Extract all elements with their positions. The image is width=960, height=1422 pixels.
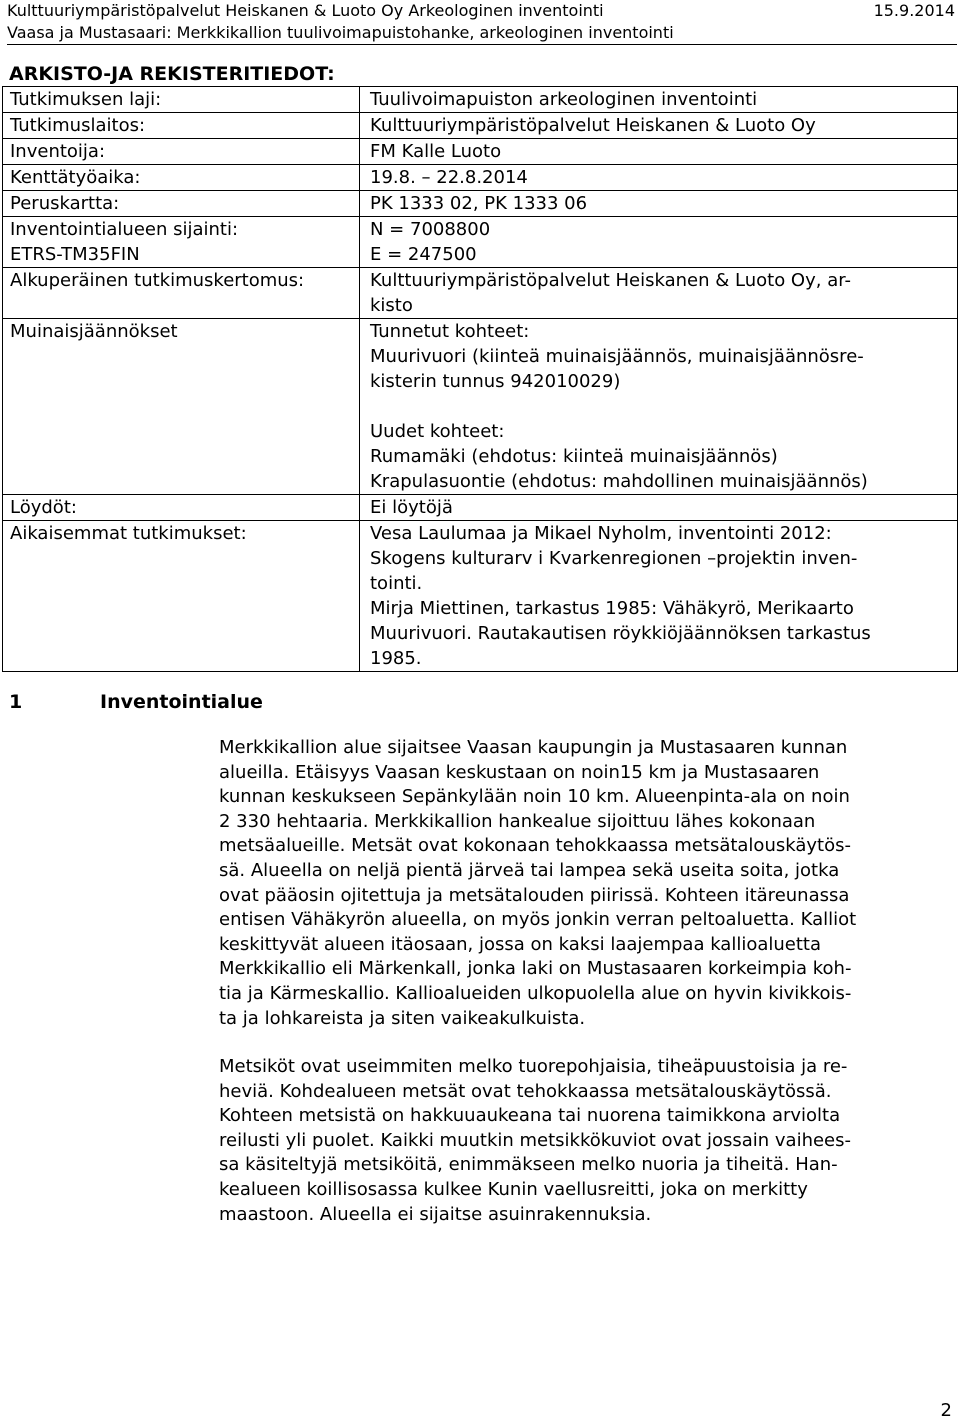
metadata-value-line: 1985. [370, 648, 422, 669]
paragraph-line: reilusti yli puolet. Kaikki muutkin metsikkökuviot ovat jossain vaihees- [219, 1129, 852, 1151]
metadata-label: Peruskartta: [3, 191, 360, 217]
header-project-line: Vaasa ja Mustasaari: Merkkikallion tuulivoimapuistohanke, arkeologinen inventointi [7, 23, 674, 42]
metadata-row [3, 217, 958, 268]
metadata-label: Tutkimuslaitos: [3, 113, 360, 139]
section-title: Inventointialue [100, 691, 263, 713]
paragraph-line: kealueen koillisosassa kulkee Kunin vaellusreitti, joka on merkitty [219, 1178, 808, 1200]
metadata-row [3, 139, 958, 165]
metadata-value-line: Vesa Laulumaa ja Mikael Nyholm, inventointi 2012: [370, 523, 832, 544]
paragraph-line: ta ja lohkareista ja siten vaikeakulkuista. [219, 1007, 586, 1029]
metadata-row [3, 495, 958, 521]
metadata-value-line: Muurivuori (kiinteä muinaisjäännös, muinaisjäännösre- [370, 346, 864, 367]
section-heading [9, 689, 263, 715]
metadata-label-line: ETRS-TM35FIN [10, 244, 140, 265]
paragraph-area-description [219, 736, 941, 1031]
metadata-value-line: Mirja Miettinen, tarkastus 1985: Vähäkyrö, Merikaarto [370, 598, 854, 619]
metadata-row [3, 268, 958, 319]
metadata-value-line: Uudet kohteet: [370, 421, 505, 442]
page-number: 2 [940, 1400, 952, 1421]
metadata-value-line: tointi. [370, 573, 423, 594]
paragraph-line: tia ja Kärmeskallio. Kallioalueiden ulkopuolella alue on hyvin kivikkois- [219, 982, 852, 1004]
metadata-value-line: Ei löytöjä [370, 497, 453, 518]
metadata-label: Tutkimuksen laji: [3, 87, 360, 113]
metadata-value [360, 495, 958, 521]
metadata-value [360, 268, 958, 319]
metadata-value-line: Kulttuuriympäristöpalvelut Heiskanen & Luoto Oy, ar- [370, 270, 851, 291]
metadata-label: Muinaisjäännökset [3, 319, 360, 495]
paragraph-line: 2 330 hehtaaria. Merkkikallion hankealue sijoittuu lähes kokonaan [219, 810, 816, 832]
metadata-value-line: FM Kalle Luoto [370, 141, 502, 162]
paragraph-line: alueilla. Etäisyys Vaasan keskustaan on noin15 km ja Mustasaaren [219, 761, 820, 783]
metadata-row [3, 521, 958, 672]
metadata-value-line [370, 394, 953, 419]
metadata-value [360, 139, 958, 165]
metadata-value [360, 87, 958, 113]
header-date: 15.9.2014 [873, 1, 955, 20]
metadata-label: Aikaisemmat tutkimukset: [3, 521, 360, 672]
metadata-value-line: Muurivuori. Rautakautisen röykkiöjäännöksen tarkastus [370, 623, 871, 644]
paragraph-line: sä. Alueella on neljä pientä järveä tai lampea sekä useita soita, jotka [219, 859, 840, 881]
paragraph-line: Merkkikallion alue sijaitsee Vaasan kaupungin ja Mustasaaren kunnan [219, 737, 848, 758]
metadata-value-line: kisterin tunnus 942010029) [370, 371, 621, 392]
paragraph-line: ovat pääosin ojitettuja ja metsätalouden piirissä. Kohteen itäreunassa [219, 884, 850, 906]
metadata-value-line: 19.8. – 22.8.2014 [370, 167, 528, 188]
paragraph-line: Kohteen metsistä on hakkuuaukeana tai nuorena taimikkona arviolta [219, 1105, 841, 1127]
metadata-value [360, 217, 958, 268]
metadata-label: Alkuperäinen tutkimuskertomus: [3, 268, 360, 319]
metadata-value-line: E = 247500 [370, 244, 477, 265]
metadata-label-line: Inventointialueen sijainti: [10, 219, 239, 240]
metadata-row [3, 165, 958, 191]
metadata-value [360, 165, 958, 191]
archive-section-title: ARKISTO-JA REKISTERITIEDOT: [9, 63, 335, 85]
paragraph-line: entisen Vähäkyrön alueella, on myös jonkin verran peltoaluetta. Kalliot [219, 909, 857, 931]
metadata-value [360, 113, 958, 139]
paragraph-line: Metsiköt ovat useimmiten melko tuorepohjaisia, tiheäpuustoisia ja re- [219, 1056, 848, 1077]
metadata-value-line: Rumamäki (ehdotus: kiinteä muinaisjäännös) [370, 446, 778, 467]
running-header [7, 0, 957, 45]
section-number: 1 [9, 691, 23, 713]
metadata-label [3, 217, 360, 268]
paragraph-line: keskittyvät alueen itäosaan, jossa on kaksi laajempaa kallioaluetta [219, 933, 822, 955]
metadata-value-line: Tunnetut kohteet: [370, 321, 530, 342]
paragraph-line: kunnan keskukseen Sepänkylään noin 10 km. Alueenpinta-ala on noin [219, 786, 850, 808]
paragraph-line: heviä. Kohdealueen metsät ovat tehokkaassa metsätalouskäytössä. [219, 1080, 832, 1102]
paragraph-line: maastoon. Alueella ei sijaitse asuinrakennuksia. [219, 1203, 652, 1225]
header-company-line: Kulttuuriympäristöpalvelut Heiskanen & Luoto Oy Arkeologinen inventointi [7, 1, 604, 20]
metadata-label: Inventoija: [3, 139, 360, 165]
archive-metadata-table [2, 86, 958, 672]
metadata-value-line: Tuulivoimapuiston arkeologinen inventointi [370, 89, 758, 110]
paragraph-forest-description [219, 1055, 941, 1227]
paragraph-line: metsäalueille. Metsät ovat kokonaan tehokkaassa metsätalouskäytös- [219, 835, 851, 857]
metadata-label: Kenttätyöaika: [3, 165, 360, 191]
metadata-value-line: kisto [370, 295, 413, 316]
metadata-value-line: Krapulasuontie (ehdotus: mahdollinen muinaisjäännös) [370, 471, 868, 492]
metadata-value-line: Kulttuuriympäristöpalvelut Heiskanen & Luoto Oy [370, 115, 816, 136]
metadata-label: Löydöt: [3, 495, 360, 521]
metadata-row [3, 87, 958, 113]
paragraph-line: Merkkikallio eli Märkenkall, jonka laki on Mustasaaren korkeimpia koh- [219, 958, 852, 980]
metadata-row [3, 113, 958, 139]
metadata-value-line: Skogens kulturarv i Kvarkenregionen –projektin inven- [370, 548, 858, 569]
metadata-value-line: N = 7008800 [370, 219, 491, 240]
metadata-row [3, 191, 958, 217]
metadata-value [360, 319, 958, 495]
metadata-value-line: PK 1333 02, PK 1333 06 [370, 193, 588, 214]
metadata-value [360, 521, 958, 672]
metadata-value [360, 191, 958, 217]
paragraph-line: sa käsiteltyjä metsiköitä, enimmäkseen melko nuoria ja tiheitä. Han- [219, 1154, 838, 1176]
metadata-row [3, 319, 958, 495]
